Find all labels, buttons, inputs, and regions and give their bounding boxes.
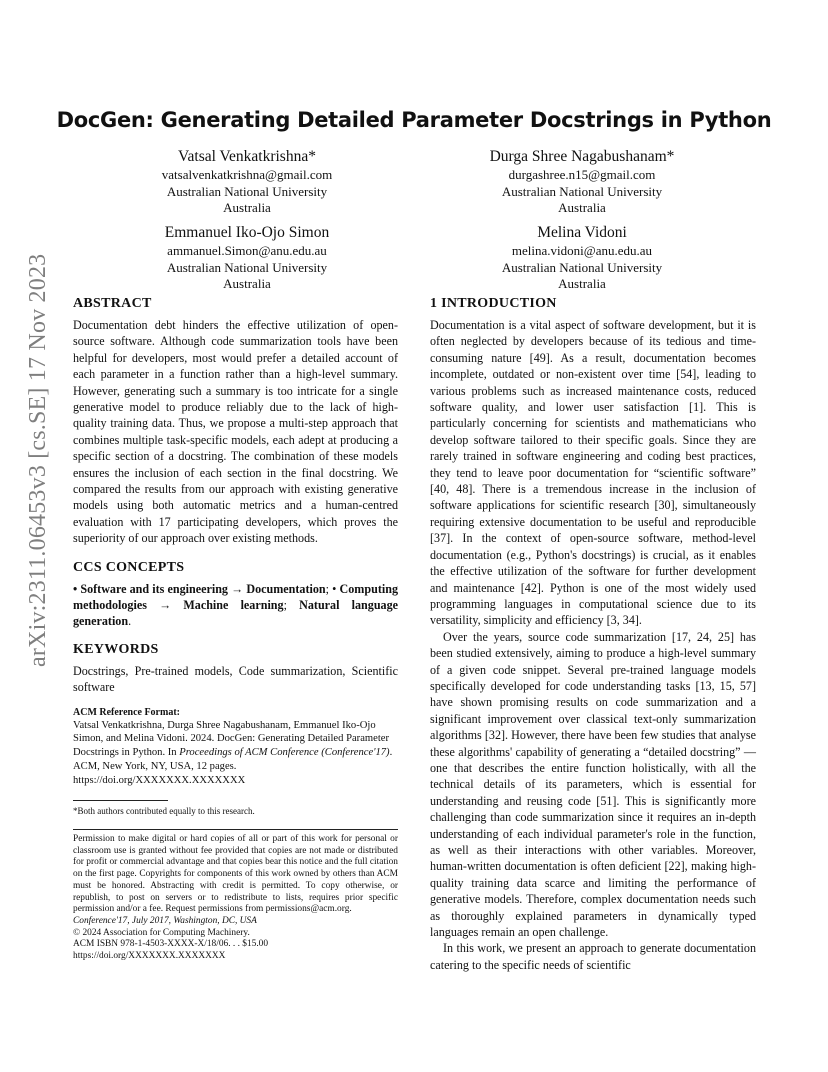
abstract-text: Documentation debt hinders the effective utilization of open-source software. Although code summarization tools have been helpful for developers, most would prefer a detailed account of each parameter in a function rather than a high-level summary. However, generating such a summary is too intricate for a single generative model to produce reliably due to the lack of high-quality training data. Thus, we propose a multi-step approach that combines multiple task-specific models, each adept at producing a specific section of a docstring. The combination of these models ensures the inclusion of each section in the final docstring. We compared the results from our approach with existing generative models using both automatic metrics and a human-centred evaluation with 17 participating developers, which proves the superiority of our approach over existing methods. [73,318,398,546]
ccs-separator: ; [283,597,300,612]
acm-reference-text[interactable]: . ACM, New York, NY, USA, 12 pages. https://doi.org/XXXXXXX.XXXXXXX [73,747,393,787]
author-country: Australia [558,276,606,292]
author-email[interactable]: vatsalvenkatkrishna@gmail.com [161,167,333,182]
author-country: Australia [223,200,271,216]
author-email[interactable]: durgashree.n15@gmail.com [508,167,656,182]
ccs-end: . [128,613,132,628]
author-block [97,146,397,217]
author-affiliation: Australian National University [166,183,328,199]
acm-reference-heading: ACM Reference Format: [73,706,180,718]
author-affiliation: Australian National University [166,259,328,275]
author-name: Melina Vidoni [537,224,627,241]
isbn-line: ACM ISBN 978-1-4503-XXXX-X/18/06. . . $15.00 [73,939,269,950]
author-country: Australia [558,200,606,216]
author-email[interactable]: melina.vidoni@anu.edu.au [511,243,653,258]
author-name: Emmanuel Iko-Ojo Simon [164,224,330,241]
footnote-divider [73,800,168,801]
author-email[interactable]: ammanuel.Simon@anu.edu.au [167,243,327,258]
acm-reference [73,719,398,789]
introduction-heading: 1 INTRODUCTION [430,296,557,311]
acm-reference-text: Vatsal Venkatkrishna, Durga Shree Nagabushanam, Emmanuel Iko-Ojo Simon, and Melina Vidoni. 2024. DocGen: Generating Detailed Parameter Docstrings in Python. In [73,719,390,759]
author-block [97,222,397,293]
permission-divider [73,829,398,830]
ccs-concepts [73,581,398,629]
intro-paragraph: In this work, we present an approach to generate documentation catering to the specific needs of scientific [430,941,756,972]
keywords-text: Docstrings, Pre-trained models, Code summarization, Scientific software [73,663,398,695]
left-column [73,295,398,963]
abstract-heading: ABSTRACT [73,296,152,311]
intro-paragraph: Documentation is a vital aspect of software development, but it is often neglected by developers because of its tedious and time-consuming nature [49]. As a result, documentation becomes incomplete, outdated or non-existent over time [54], leading to various problems such as increased maintenance costs, reduced software quality, and lower user satisfaction [1]. This is particularly concerning for scientists and mathematicians who develop software tailored to their specific goals. Since they are rarely trained in software engineering and coding best practices, they tend to leave poor documentation for “scientific software” [40, 48]. There is a tremendous increase in the inclusion of software applications for scientific research [30], simultaneously requiring extensive documentation to be useful and reproducible [37]. In the context of open-source software, method-level documentation (e.g., Python's docstrings) is crucial, as it enables the effective utilization of the software for further development and maintenance [42]. Python is one of the most widely used programming languages in computational science due to its versatility, simplicity and efficiency [3, 34]. [430,318,756,628]
paper-title: DocGen: Generating Detailed Parameter Docstrings in Python [56,108,772,132]
right-column [430,295,756,973]
keywords-heading: KEYWORDS [73,641,159,657]
permission-block [73,834,398,963]
footnote: *Both authors contributed equally to this research. [73,806,255,817]
author-country: Australia [223,276,271,292]
conference-line: Conference'17, July 2017, Washington, DC, USA [73,915,257,926]
author-affiliation: Australian National University [501,183,663,199]
author-affiliation: Australian National University [501,259,663,275]
author-name: Durga Shree Nagabushanam* [489,148,675,165]
copyright-line: © 2024 Association for Computing Machinery. [73,927,250,938]
arxiv-identifier: arXiv:2311.06453v3 [cs.SE] 17 Nov 2023 [25,253,51,667]
ccs-concept: Natural language generation [73,597,399,628]
acm-reference-venue: Proceedings of ACM Conference (Conference'17) [179,747,390,759]
ccs-concept: • Software and its engineering → Documentation [73,581,326,596]
ccs-separator: ; • [325,581,340,596]
author-block [432,146,732,217]
doi-link[interactable]: https://doi.org/XXXXXXX.XXXXXXX [73,951,226,962]
permission-text: Permission to make digital or hard copies of all or part of this work for personal or classroom use is granted without fee provided that copies are not made or distributed for profit or commercial advantage and that copies bear this notice and the full citation on the first page. Copyrights for components of this work owned by others than ACM must be honored. Abstracting with credit is permitted. To copy otherwise, or republish, to post on servers or to redistribute to lists, requires prior specific permission and/or a fee. Request permissions from permissions@acm.org. [73,834,398,915]
ccs-heading: CCS CONCEPTS [73,559,185,575]
author-block [432,222,732,293]
ccs-concept: Computing methodologies → Machine learning [73,581,398,612]
author-name: Vatsal Venkatkrishna* [178,148,316,165]
intro-paragraph: Over the years, source code summarization [17, 24, 25] has been studied extensively, aiming to produce a high-level summary of a given code snippet. Several pre-trained language models specifically developed for code understanding tasks [13, 15, 57] have shown promising results on code summarization and a significant improvement over classical text-only summarization algorithms [32]. However, there have been few studies that analyse these algorithms' capability of generating a “detailed docstring” — one that describes the entire function holistically, with all the technical details of its parameters, which is essential for understanding and reusing code [51]. This is significantly more challenging than code summarization since it requires an in-depth understanding of each individual parameter's role in the function, as well as their interactions with other variables. Moreover, human-written documentation is often deficient [22], making high-quality training data scarce and limiting the performance of generative models. Therefore, complex documentation needs such as thoroughly explained parameters in dynamically typed languages remain an open challenge. [430,629,756,940]
